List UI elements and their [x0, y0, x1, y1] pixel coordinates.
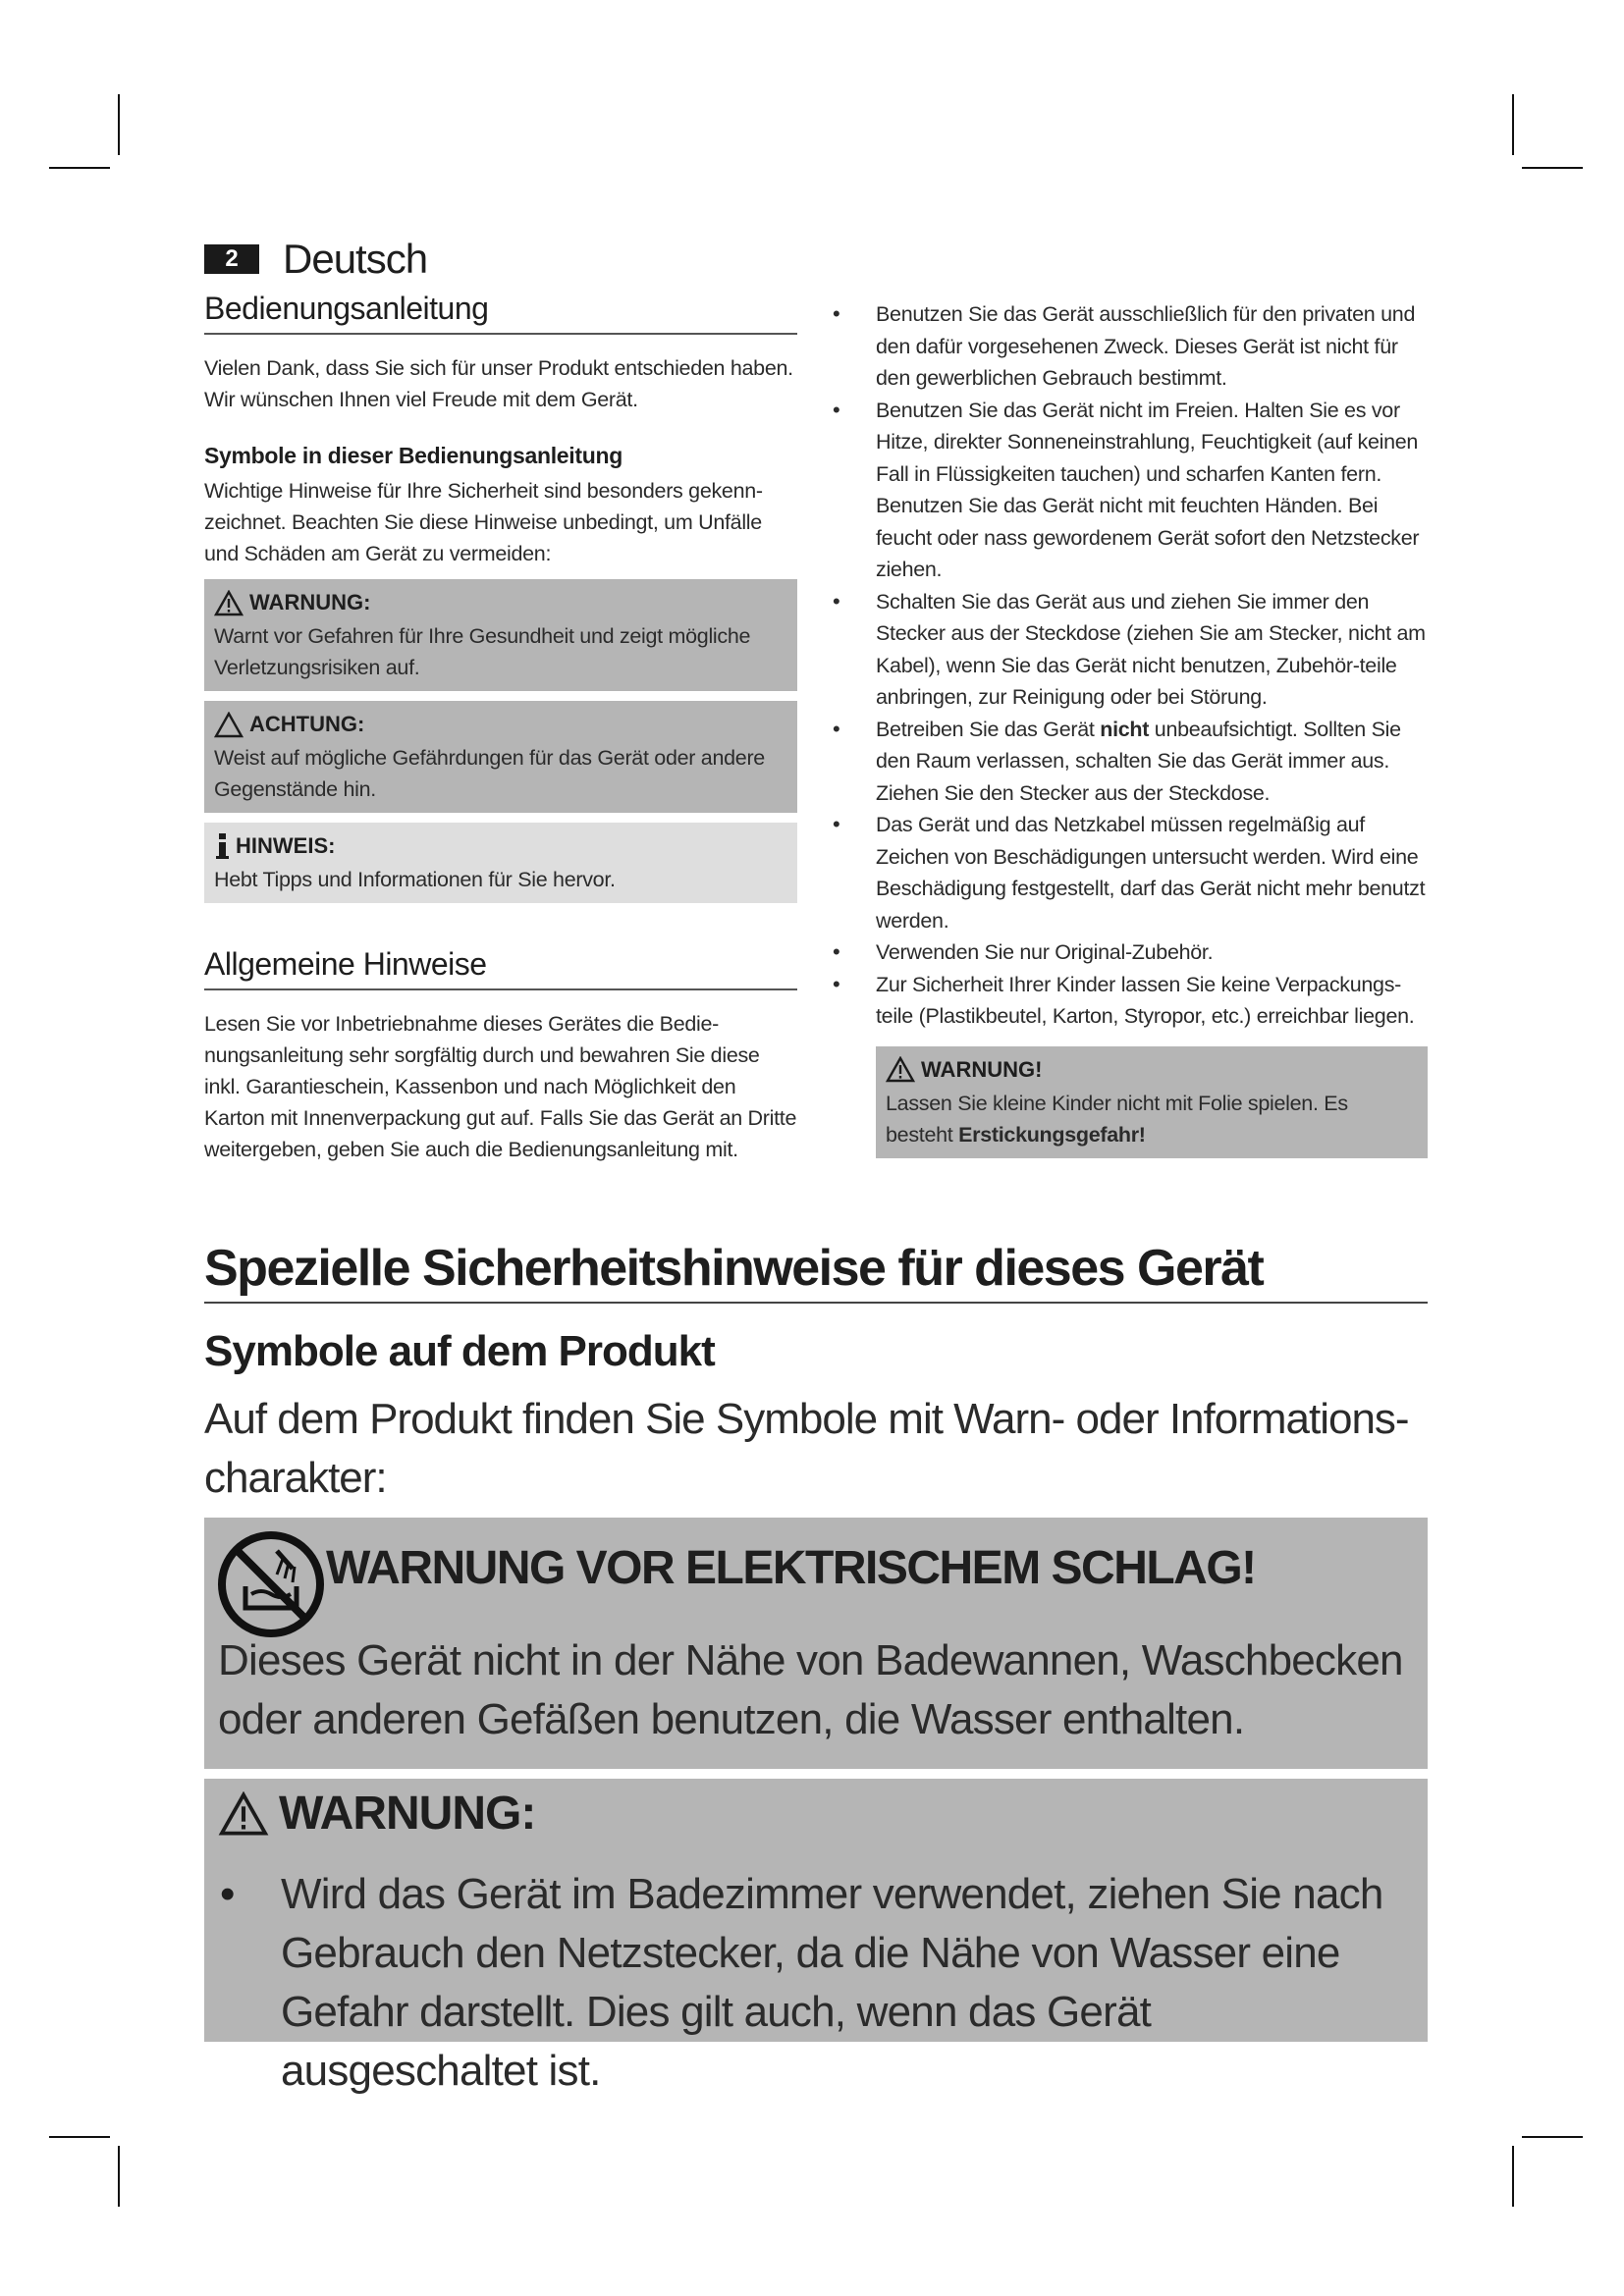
warning-triangle-icon [886, 1056, 915, 1083]
emphasis: nicht [1100, 717, 1150, 741]
crop-mark [49, 2136, 110, 2138]
list-item: • Benutzen Sie das Gerät nicht im Freien. Halten Sie es vor Hitze, direkter Sonneneinstrahlung, Feuchtigkeit (auf keinen Fall in Flüssigkeiten tauchen) und scharfen Kanten fern. Benutzen Sie das Gerät nicht mit feuchten Händen. Bei feucht oder nass gewordenem Gerät sofort den Netzstecker ziehen. [833, 397, 1420, 581]
crop-mark [1512, 94, 1514, 155]
list-item: • Schalten Sie das Gerät aus und ziehen Sie immer den Stecker aus der Steckdose (ziehen Sie am Stecker, nicht am Kabel), wenn Sie das Gerät nicht benutzen, Zubehör-teile anbringen, zur Reinigung oder bei Störung. [833, 588, 1426, 709]
language-title: Deutsch [283, 236, 428, 282]
emphasis: Erstickungsgefahr! [958, 1122, 1146, 1147]
no-water-bath-icon [216, 1529, 326, 1644]
hint-legend-box [204, 823, 797, 903]
electric-shock-warning-box [204, 1518, 1428, 1769]
warning-legend-title: WARNUNG: [249, 590, 371, 614]
general-heading: Allgemeine Hinweise [204, 946, 797, 990]
product-symbols-intro: Auf dem Produkt finden Sie Symbole mit Warn- oder Informations-charakter: [204, 1395, 1409, 1502]
list-item: • Das Gerät und das Netzkabel müssen regelmäßig auf Zeichen von Beschädigungen untersucht werden. Wird eine Beschädigung festgestellt, darf das Gerät nicht mehr benutzt werden. [833, 812, 1426, 933]
language-header [204, 236, 427, 283]
electric-shock-warning-title: WARNUNG VOR ELEKTRISCHEM SCHLAG! [326, 1542, 1256, 1594]
crop-mark [118, 94, 120, 155]
symbols-text: Wichtige Hinweise für Ihre Sicherheit sind besonders gekenn-zeichnet. Beachten Sie diese Hinweise unbedingt, um Unfälle und Schäden am Gerät zu vermeiden: [204, 479, 763, 565]
hint-legend-text: Hebt Tipps und Informationen für Sie hervor. [214, 868, 616, 891]
hint-legend-title: HINWEIS: [236, 833, 336, 858]
crop-mark [1522, 167, 1583, 169]
suffocation-warning-box [876, 1046, 1428, 1158]
right-column [833, 298, 1428, 1158]
special-safety-title: Spezielle Sicherheitshinweise für dieses Gerät [204, 1239, 1428, 1304]
caution-triangle-icon [214, 712, 244, 738]
general-text: Lesen Sie vor Inbetriebnahme dieses Gerätes die Bedie-nungsanleitung sehr sorgfältig durch und bewahren Sie diese inkl. Garantieschein, Kassenbon und nach Möglichkeit den Karton mit Innenverpackung gut auf. Falls Sie das Gerät an Dritte weitergeben, geben Sie auch die Bedienungsanleitung mit. [204, 1012, 797, 1161]
crop-mark [1522, 2136, 1583, 2138]
page-number: 2 [204, 244, 259, 274]
caution-legend-text: Weist auf mögliche Gefährdungen für das Gerät oder andere Gegenstände hin. [214, 746, 765, 801]
caution-legend-box [204, 701, 797, 813]
warning-legend-text: Warnt vor Gefahren für Ihre Gesundheit und zeigt mögliche Verletzungsrisiken auf. [214, 624, 751, 679]
list-item: • Zur Sicherheit Ihrer Kinder lassen Sie keine Verpackungs-teile (Plastikbeutel, Karton, Styropor, etc.) erreichbar liegen. [833, 971, 1415, 1028]
list-item: • Betreiben Sie das Gerät nicht unbeaufsichtigt. Sollten Sie den Raum verlassen, schalten Sie das Gerät immer aus. Ziehen Sie den Stecker aus der Steckdose. [833, 716, 1401, 805]
caution-legend-title: ACHTUNG: [249, 712, 365, 736]
warning-legend-box [204, 579, 797, 691]
electric-shock-warning-text: Dieses Gerät nicht in der Nähe von Badewannen, Waschbecken oder anderen Gefäßen benutzen, die Wasser enthalten. [218, 1636, 1403, 1743]
list-item: • Benutzen Sie das Gerät ausschließlich für den privaten und den dafür vorgesehenen Zweck. Dieses Gerät ist nicht für den gewerblichen Gebrauch bestimmt. [833, 301, 1416, 390]
bullet: • [220, 1870, 236, 1918]
left-column [204, 291, 797, 1165]
crop-mark [118, 2146, 120, 2207]
crop-mark [49, 167, 110, 169]
bathroom-warning-box [204, 1779, 1428, 2095]
warning-triangle-icon [214, 590, 244, 616]
suffocation-warning-title: WARNUNG! [921, 1056, 1043, 1082]
list-item: • Verwenden Sie nur Original-Zubehör. [833, 939, 1214, 964]
safety-list [833, 298, 1428, 1033]
product-symbols-title: Symbole auf dem Produkt [204, 1327, 715, 1375]
symbols-heading: Symbole in dieser Bedienungsanleitung [204, 443, 623, 468]
crop-mark [1512, 2146, 1514, 2207]
warning-triangle-icon [218, 1791, 269, 1837]
bathroom-warning-title: WARNUNG: [279, 1788, 536, 1840]
suffocation-warning-text: Lassen Sie kleine Kinder nicht mit Folie spielen. Es besteht Erstickungsgefahr! [886, 1091, 1348, 1147]
thanks-text: Vielen Dank, dass Sie sich für unser Produkt entschieden haben. Wir wünschen Ihnen viel Freude mit dem Gerät. [204, 356, 793, 411]
info-icon [214, 832, 230, 860]
manual-heading: Bedienungsanleitung [204, 291, 797, 335]
bathroom-warning-text: Wird das Gerät im Badezimmer verwendet, ziehen Sie nach Gebrauch den Netzstecker, da die Nähe von Wasser eine Gefahr darstellt. Dies gilt auch, wenn das Gerät ausgeschaltet ist. [281, 1870, 1383, 2095]
